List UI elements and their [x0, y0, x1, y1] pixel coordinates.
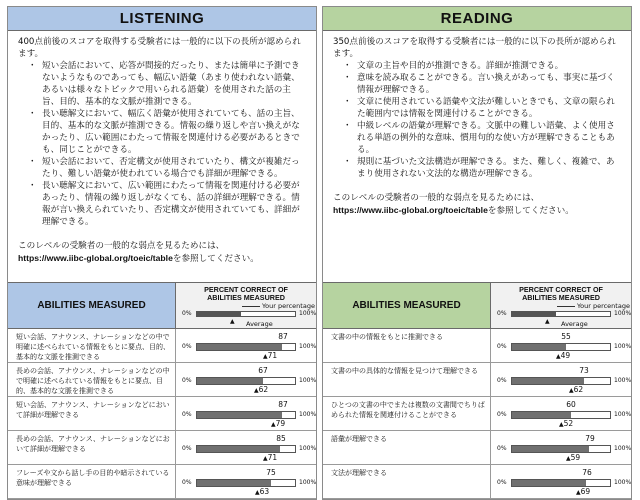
ability-description: 語彙が理解できる [323, 431, 491, 464]
percentage-bar [511, 445, 611, 453]
your-percentage-value: 85 [276, 434, 286, 443]
average-marker-icon: ▲ [254, 387, 259, 394]
bar-hundred-label: 100% [299, 343, 317, 350]
ability-bar-cell [491, 431, 631, 464]
ability-row [323, 363, 631, 397]
ability-row [8, 465, 316, 499]
reading-strength: ・ 規則に基づいた文法構造が理解できる。また、難しく、複雑で、あまり使用されない文法的な構造が理解できる。 [347, 156, 623, 180]
ability-bar-cell [176, 363, 316, 396]
average-number: 79 [275, 419, 286, 428]
average-number: 63 [259, 487, 270, 496]
bar-zero-label: 0% [497, 343, 507, 350]
ability-row [323, 431, 631, 465]
ability-bar-cell [176, 431, 316, 464]
listening-strength: ・ 長い聴解文において、広い範囲にわたって情報を関連付ける必要があったり、情報の繰り返しがなくても、話の詳細が理解できる。情報が言い換えられていたり、否定構文が使用されていても、詳細が理解できる。 [32, 180, 308, 228]
legend-hundred: 100% [614, 310, 632, 317]
reading-abilities-header [323, 282, 631, 329]
ability-description: 短い会話、アナウンス、ナレーションなどの中で明確に述べられている情報をもとに要点、目的、基本的な文脈を推測できる [8, 329, 176, 362]
average-number: 62 [258, 385, 269, 394]
your-percentage-fill [197, 446, 280, 452]
reading-panel [322, 6, 632, 500]
ability-row [323, 329, 631, 363]
legend-fill [197, 312, 241, 316]
your-percentage-value: 87 [278, 400, 288, 409]
your-percentage-fill [512, 480, 586, 486]
your-percentage-fill [512, 412, 571, 418]
bar-zero-label: 0% [182, 377, 192, 384]
listening-header: LISTENING [8, 7, 316, 31]
average-number: 71 [267, 351, 278, 360]
your-percentage-fill [197, 344, 282, 350]
average-number: 52 [563, 419, 574, 428]
average-value [263, 351, 277, 360]
legend-title-line2: ABILITIES MEASURED [522, 293, 600, 302]
your-percentage-fill [512, 344, 566, 350]
average-value [254, 385, 268, 394]
average-number: 49 [560, 351, 571, 360]
percentage-bar [511, 343, 611, 351]
ability-bar-cell [491, 397, 631, 430]
average-number: 71 [267, 453, 278, 462]
listening-panel [7, 6, 317, 500]
reading-strength: ・ 文章に使用されている語彙や文法が難しいときでも、文章の限られた範囲内では情報を関連付けることができる。 [347, 96, 623, 120]
ability-description: フレーズや文から話し手の目的や暗示されている意味が理解できる [8, 465, 176, 498]
average-marker-icon: ▲ [255, 489, 260, 496]
legend-bar [196, 311, 296, 317]
percentage-bar [196, 377, 296, 385]
ability-bar-cell [176, 397, 316, 430]
listening-description [8, 31, 316, 283]
bar-hundred-label: 100% [614, 411, 632, 418]
average-marker-icon: ▲ [263, 353, 268, 360]
your-percentage-value: 67 [258, 366, 268, 375]
bar-zero-label: 0% [497, 377, 507, 384]
bar-hundred-label: 100% [614, 479, 632, 486]
ability-description: 文書の中の情報をもとに推測できる [323, 329, 491, 362]
legend-title-line2: ABILITIES MEASURED [207, 293, 285, 302]
bar-zero-label: 0% [182, 445, 192, 452]
average-marker-icon: ▲ [556, 353, 561, 360]
legend-title-line1: PERCENT CORRECT OF [204, 285, 288, 294]
legend-zero: 0% [497, 310, 507, 317]
bar-zero-label: 0% [497, 411, 507, 418]
average-value [566, 453, 580, 462]
ability-row [8, 329, 316, 363]
listening-legend [176, 283, 316, 328]
reading-description [323, 31, 631, 283]
reading-ref-suffix: を参照してください。 [487, 206, 574, 216]
percentage-bar [196, 445, 296, 453]
ability-row [8, 431, 316, 465]
reading-abilities-rows [323, 329, 631, 499]
reading-intro: 350点前後のスコアを取得する受験者には一般的に以下の長所が認められます。 [333, 37, 616, 59]
legend-title [491, 286, 631, 302]
listening-abilities-rows [8, 329, 316, 499]
listening-abilities-header [8, 282, 316, 329]
reading-header: READING [323, 7, 631, 31]
bar-hundred-label: 100% [614, 343, 632, 350]
percentage-bar [511, 377, 611, 385]
legend-title [176, 286, 316, 302]
your-percentage-value: 55 [561, 332, 571, 341]
ability-row [323, 397, 631, 431]
legend-average-label: ▲ Average [246, 320, 273, 328]
bar-zero-label: 0% [182, 479, 192, 486]
your-percentage-value: 75 [266, 468, 276, 477]
reading-strength: ・ 文章の主旨や目的が推測できる。詳細が推測できる。 [347, 60, 623, 72]
listening-reference [18, 240, 308, 265]
listening-intro: 400点前後のスコアを取得する受験者には一般的に以下の長所が認められます。 [18, 37, 301, 59]
percentage-bar [511, 411, 611, 419]
legend-zero: 0% [182, 310, 192, 317]
reading-strengths-list [333, 60, 623, 180]
average-value [263, 453, 277, 462]
bar-hundred-label: 100% [299, 377, 317, 384]
your-percentage-fill [512, 446, 589, 452]
bar-zero-label: 0% [182, 343, 192, 350]
ability-bar-cell [491, 363, 631, 396]
average-marker-icon: ▲ [569, 387, 574, 394]
your-percentage-value: 73 [579, 366, 589, 375]
your-percentage-fill [197, 378, 263, 384]
average-marker-icon: ▲ [263, 455, 268, 462]
average-number: 69 [580, 487, 591, 496]
listening-strengths-list [18, 60, 308, 228]
legend-bar [511, 311, 611, 317]
reading-strength: ・ 中級レベルの語彙が理解できる。文脈中の難しい語彙、よく使用される単語の例外的な意味、慣用句的な使い方が理解できることもある。 [347, 120, 623, 156]
average-value [271, 419, 285, 428]
reading-legend [491, 283, 631, 328]
reading-abilities-title: ABILITIES MEASURED [323, 283, 491, 328]
your-percentage-fill [197, 412, 282, 418]
average-marker-icon: ▲ [566, 455, 571, 462]
legend-hundred: 100% [299, 310, 317, 317]
legend-your-label: Your percentage [577, 302, 630, 310]
ability-description: 短い会話、アナウンス、ナレーションなどにおいて詳細が理解できる [8, 397, 176, 430]
average-value [576, 487, 590, 496]
ability-bar-cell [176, 465, 316, 498]
bar-zero-label: 0% [497, 445, 507, 452]
ability-bar-cell [491, 329, 631, 362]
listening-ref-suffix: を参照してください。 [172, 254, 259, 264]
legend-fill [512, 312, 556, 316]
legend-your-label: Your percentage [262, 302, 315, 310]
average-marker-icon: ▲ [559, 421, 564, 428]
listening-ref-url[interactable]: https://www.iibc-global.org/toeic/table [18, 253, 173, 263]
your-percentage-fill [512, 378, 584, 384]
reading-ref-line: このレベルの受験者の一般的な弱点を見るためには、 [333, 193, 540, 203]
bar-hundred-label: 100% [299, 411, 317, 418]
listening-strength: ・ 短い会話において、応答が間接的だったり、または簡単に予測できないようなものであっても、幅広い語彙（あまり使われない語彙、あるいは様々なトピックで用いられる語彙）を使用された話の主旨、目的、基本的な文脈が推測できる。 [32, 60, 308, 108]
percentage-bar [196, 411, 296, 419]
ability-bar-cell [491, 465, 631, 498]
average-value [569, 385, 583, 394]
your-percentage-value: 76 [582, 468, 592, 477]
percentage-bar [196, 343, 296, 351]
ability-row [8, 363, 316, 397]
bar-hundred-label: 100% [299, 479, 317, 486]
percentage-bar [196, 479, 296, 487]
average-value [556, 351, 570, 360]
listening-ref-line: このレベルの受験者の一般的な弱点を見るためには、 [18, 241, 225, 251]
legend-title-line1: PERCENT CORRECT OF [519, 285, 603, 294]
your-percentage-fill [197, 480, 271, 486]
listening-strength: ・ 長い聴解文において、幅広く語彙が使用されていても、話の主旨、目的、基本的な文脈が推測できる。情報の繰り返しや言い換えがなかったり、広い範囲にわたって情報を関連付ける必要があるときでも、同じことができる。 [32, 108, 308, 156]
ability-bar-cell [176, 329, 316, 362]
your-percentage-value: 60 [566, 400, 576, 409]
average-value [559, 419, 573, 428]
percentage-bar [511, 479, 611, 487]
legend-average-label: ▲ Average [561, 320, 588, 328]
bar-hundred-label: 100% [614, 377, 632, 384]
reading-strength: ・ 意味を読み取ることができる。言い換えがあっても、事実に基づく情報が理解できる。 [347, 72, 623, 96]
ability-description: 長めの会話、アナウンス、ナレーションなどの中で明確に述べられている情報をもとに要点、目的、基本的な文脈を推測できる [8, 363, 176, 396]
average-number: 59 [570, 453, 581, 462]
your-percentage-value: 87 [278, 332, 288, 341]
ability-description: 長めの会話、アナウンス、ナレーションなどにおいて詳細が理解できる [8, 431, 176, 464]
bar-zero-label: 0% [182, 411, 192, 418]
average-marker-icon: ▲ [576, 489, 581, 496]
bar-hundred-label: 100% [299, 445, 317, 452]
ability-row [323, 465, 631, 499]
listening-strength: ・ 短い会話において、否定構文が使用されていたり、構文が複雑だったり、難しい語彙が使われている場合でも詳細が理解できる。 [32, 156, 308, 180]
ability-description: 文書の中の具体的な情報を見つけて理解できる [323, 363, 491, 396]
bar-zero-label: 0% [497, 479, 507, 486]
average-marker-icon: ▲ [271, 421, 276, 428]
ability-description: 文法が理解できる [323, 465, 491, 498]
your-percentage-value: 79 [585, 434, 595, 443]
listening-abilities-title: ABILITIES MEASURED [8, 283, 176, 328]
ability-row [8, 397, 316, 431]
average-number: 62 [573, 385, 584, 394]
reading-ref-url[interactable]: https://www.iibc-global.org/toeic/table [333, 205, 488, 215]
reading-reference [333, 192, 623, 217]
average-value [255, 487, 269, 496]
ability-description: ひとつの文書の中でまたは複数の文書間でちりばめられた情報を関連付けることができる [323, 397, 491, 430]
bar-hundred-label: 100% [614, 445, 632, 452]
